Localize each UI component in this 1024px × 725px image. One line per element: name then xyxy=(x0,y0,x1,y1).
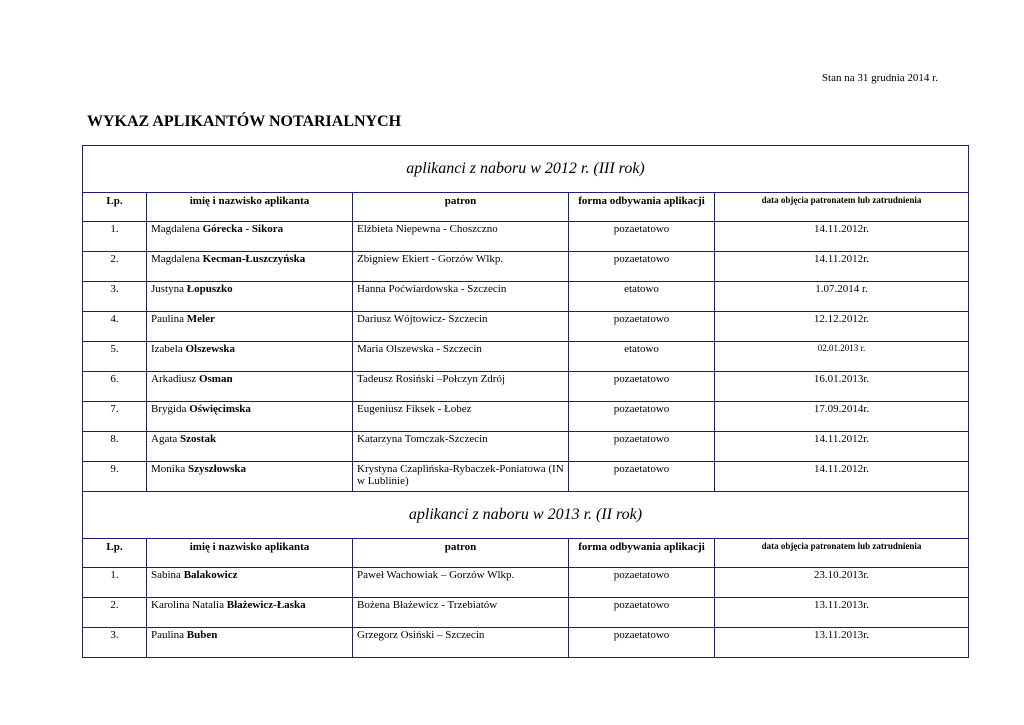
cell-applicant-name xyxy=(147,312,353,342)
cell-forma: pozaetatowo xyxy=(569,372,715,402)
section-title: aplikanci z naboru w 2013 r. (II rok) xyxy=(83,492,969,539)
applicant-surname: Osman xyxy=(198,373,233,385)
cell-applicant-name xyxy=(147,598,353,628)
column-header-name: imię i nazwisko aplikanta xyxy=(147,193,353,222)
column-header-forma: forma odbywania aplikacji xyxy=(569,539,715,568)
applicant-first-name: Magdalena xyxy=(151,253,200,265)
section-title: aplikanci z naboru w 2012 r. (III rok) xyxy=(83,146,969,193)
applicant-surname: Łopuszko xyxy=(186,283,233,295)
cell-lp: 4. xyxy=(83,312,147,342)
cell-forma: pozaetatowo xyxy=(569,402,715,432)
table-row xyxy=(83,568,969,598)
cell-applicant-name xyxy=(147,462,353,492)
table-row xyxy=(83,282,969,312)
applicant-first-name: Paulina xyxy=(151,313,184,325)
cell-date: 1.07.2014 r. xyxy=(715,282,969,312)
column-header-lp: Lp. xyxy=(83,193,147,222)
cell-applicant-name xyxy=(147,282,353,312)
column-header-lp: Lp. xyxy=(83,539,147,568)
table-row xyxy=(83,462,969,492)
cell-date: 14.11.2012r. xyxy=(715,252,969,282)
cell-date: 17.09.2014r. xyxy=(715,402,969,432)
cell-forma: pozaetatowo xyxy=(569,252,715,282)
column-header-patron: patron xyxy=(353,193,569,222)
cell-lp: 2. xyxy=(83,598,147,628)
cell-forma: pozaetatowo xyxy=(569,222,715,252)
section-header-row xyxy=(83,146,969,193)
cell-patron: Maria Olszewska - Szczecin xyxy=(353,342,569,372)
cell-lp: 1. xyxy=(83,222,147,252)
cell-lp: 1. xyxy=(83,568,147,598)
applicant-first-name: Brygida xyxy=(151,403,187,415)
column-header-row xyxy=(83,539,969,568)
cell-applicant-name xyxy=(147,432,353,462)
cell-patron: Krystyna Czaplińska-Rybaczek-Poniatowa (IN w Lublinie) xyxy=(353,462,569,492)
applicant-surname: Meler xyxy=(186,313,215,325)
applicant-first-name: Monika xyxy=(151,463,186,475)
applicant-surname: Błażewicz-Łaska xyxy=(226,599,306,611)
cell-date: 23.10.2013r. xyxy=(715,568,969,598)
table-row xyxy=(83,628,969,658)
cell-forma: etatowo xyxy=(569,282,715,312)
cell-patron: Grzegorz Osiński – Szczecin xyxy=(353,628,569,658)
cell-applicant-name xyxy=(147,568,353,598)
applicant-first-name: Agata xyxy=(151,433,178,445)
cell-lp: 3. xyxy=(83,282,147,312)
applicant-first-name: Magdalena xyxy=(151,223,200,235)
applicant-first-name: Arkadiusz xyxy=(151,373,197,385)
cell-lp: 9. xyxy=(83,462,147,492)
cell-lp: 8. xyxy=(83,432,147,462)
cell-lp: 2. xyxy=(83,252,147,282)
cell-lp: 3. xyxy=(83,628,147,658)
cell-applicant-name xyxy=(147,222,353,252)
cell-patron: Elżbieta Niepewna - Choszczno xyxy=(353,222,569,252)
cell-forma: pozaetatowo xyxy=(569,598,715,628)
document-title: WYKAZ APLIKANTÓW NOTARIALNYCH xyxy=(87,113,402,130)
cell-date: 13.11.2013r. xyxy=(715,628,969,658)
applicant-first-name: Karolina Natalia xyxy=(151,599,224,611)
applicant-first-name: Paulina xyxy=(151,629,184,641)
applicants-table xyxy=(82,145,969,658)
cell-patron: Bożena Błażewicz - Trzebiatów xyxy=(353,598,569,628)
cell-patron: Hanna Poćwiardowska - Szczecin xyxy=(353,282,569,312)
applicant-surname: Górecka - Sikora xyxy=(202,223,284,235)
applicant-first-name: Justyna xyxy=(151,283,184,295)
cell-patron: Zbigniew Ekiert - Gorzów Wlkp. xyxy=(353,252,569,282)
cell-date: 16.01.2013r. xyxy=(715,372,969,402)
cell-forma: etatowo xyxy=(569,342,715,372)
cell-date: 14.11.2012r. xyxy=(715,462,969,492)
cell-date: 13.11.2013r. xyxy=(715,598,969,628)
applicant-surname: Szostak xyxy=(180,433,217,445)
status-date: Stan na 31 grudnia 2014 r. xyxy=(821,72,938,84)
table-row xyxy=(83,252,969,282)
applicant-surname: Szyszłowska xyxy=(187,463,247,475)
cell-patron: Tadeusz Rosiński –Połczyn Zdrój xyxy=(353,372,569,402)
applicant-surname: Buben xyxy=(186,629,218,641)
column-header-data: data objęcia patronatem lub zatrudnienia xyxy=(715,539,969,568)
column-header-row xyxy=(83,193,969,222)
cell-date: 14.11.2012r. xyxy=(715,222,969,252)
table-row xyxy=(83,598,969,628)
cell-forma: pozaetatowo xyxy=(569,432,715,462)
cell-date: 14.11.2012r. xyxy=(715,432,969,462)
table-row xyxy=(83,222,969,252)
table-row xyxy=(83,402,969,432)
cell-applicant-name xyxy=(147,372,353,402)
cell-lp: 5. xyxy=(83,342,147,372)
cell-date: 12.12.2012r. xyxy=(715,312,969,342)
column-header-forma: forma odbywania aplikacji xyxy=(569,193,715,222)
applicant-first-name: Sabina xyxy=(151,569,181,581)
cell-applicant-name xyxy=(147,252,353,282)
table-row xyxy=(83,372,969,402)
applicant-surname: Oświęcimska xyxy=(189,403,251,415)
cell-forma: pozaetatowo xyxy=(569,568,715,598)
column-header-data: data objęcia patronatem lub zatrudnienia xyxy=(715,193,969,222)
cell-forma: pozaetatowo xyxy=(569,312,715,342)
table-row xyxy=(83,312,969,342)
table-row xyxy=(83,342,969,372)
cell-date: 02.01.2013 r. xyxy=(715,342,969,372)
cell-forma: pozaetatowo xyxy=(569,628,715,658)
column-header-name: imię i nazwisko aplikanta xyxy=(147,539,353,568)
cell-patron: Dariusz Wójtowicz- Szczecin xyxy=(353,312,569,342)
cell-applicant-name xyxy=(147,628,353,658)
cell-patron: Katarzyna Tomczak-Szczecin xyxy=(353,432,569,462)
cell-forma: pozaetatowo xyxy=(569,462,715,492)
cell-lp: 6. xyxy=(83,372,147,402)
cell-applicant-name xyxy=(147,402,353,432)
cell-patron: Eugeniusz Fiksek - Łobez xyxy=(353,402,569,432)
cell-patron: Paweł Wachowiak – Gorzów Wlkp. xyxy=(353,568,569,598)
column-header-patron: patron xyxy=(353,539,569,568)
cell-applicant-name xyxy=(147,342,353,372)
applicant-first-name: Izabela xyxy=(151,343,183,355)
applicant-surname: Olszewska xyxy=(185,343,235,355)
cell-lp: 7. xyxy=(83,402,147,432)
table-row xyxy=(83,432,969,462)
applicant-surname: Kecman-Łuszczyńska xyxy=(202,253,306,265)
section-header-row xyxy=(83,492,969,539)
applicant-surname: Balakowicz xyxy=(183,569,238,581)
